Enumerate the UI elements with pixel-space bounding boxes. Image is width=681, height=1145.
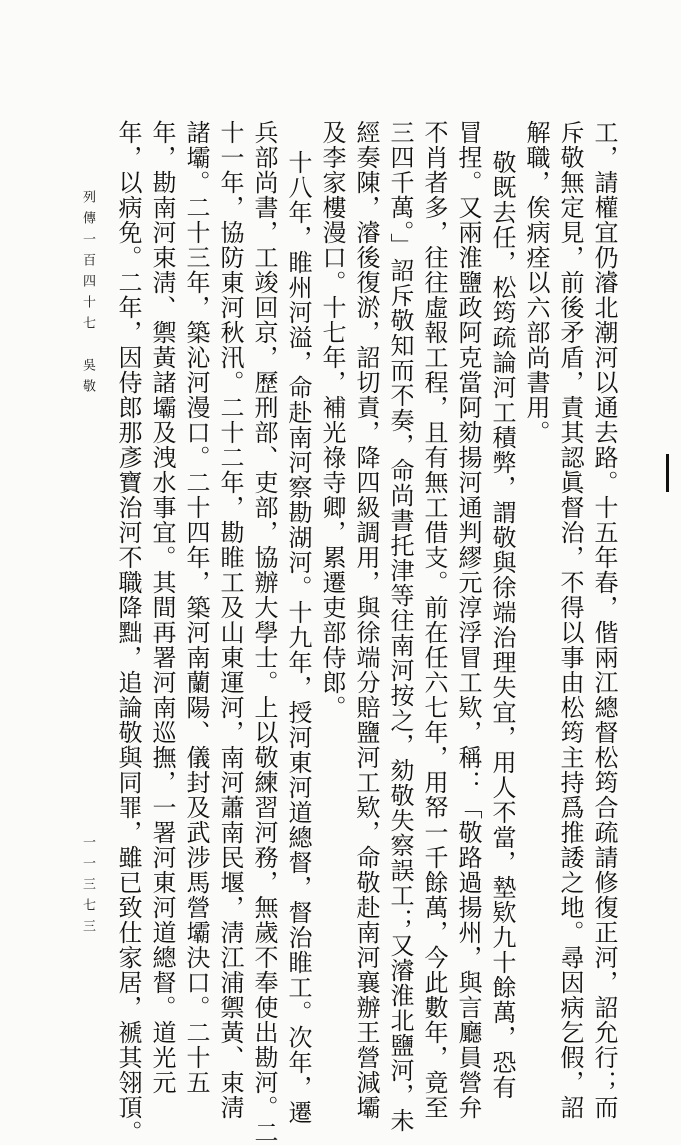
text-column: 及李家樓漫口。十七年，補光祿寺卿，累遷吏部侍郎。 (318, 120, 346, 720)
text-column: 諸壩。二十三年，築沁河漫口。二十四年，築河南蘭陽、儀封及武涉馬營壩決口。二十五 (182, 120, 210, 1095)
text-column: 三四千萬。」詔斥敬知而不奏，命尚書托津等往南河按之，劾敬失察誤工；又濬淮北鹽河，未 (386, 120, 414, 1133)
text-column: 經奏陳，濬後復淤，詔切責，降四級調用，與徐端分賠鹽河工欵，命敬赴南河襄辦王營減壩 (352, 120, 380, 1120)
text-column: 不肖者多，往往虛報工程，且有無工借支。前在任六七年，用帑一千餘萬，今此數年，竟至 (420, 120, 448, 1120)
text-column: 解職，俟病痊以六部尚書用。 (522, 120, 550, 445)
text-column: 冒捏。又兩淮鹽政阿克當阿劾揚河通判繆元淳浮冒工欵，稱：「敬路過揚州，與言廳員營弁 (454, 120, 482, 1120)
text-column: 十八年，睢州河溢，命赴南河察勘湖河。十九年，授河東河道總督，督治睢工。次年，遷 (284, 150, 312, 1125)
text-column: 斥敬無定見，前後矛盾，責其認眞督治，不得以事由松筠主持爲推諉之地。尋因病乞假，詔 (556, 120, 584, 1120)
text-column: 年，以病免。二年，因侍郎那彥寶治河不職降黜，追論敬與同罪，雖已致仕家居，褫其翎頂。 (114, 120, 142, 1145)
text-column: 敬既去任，松筠疏論河工積弊，謂敬與徐端治理失宜，用人不當，墊欵九十餘萬，恐有 (488, 150, 516, 1100)
text-column: 年，勘南河束淸、禦黃諸壩及洩水事宜。其間再署河南巡撫，一署河東河道總督。道光元 (148, 120, 176, 1095)
text-column: 十一年，協防東河秋汛。二十二年，勘睢工及山東運河，南河蕭南民堰，淸江浦禦黃、束淸 (216, 120, 244, 1120)
margin-mark (666, 454, 669, 492)
page-number: 一一三七三 (80, 835, 95, 940)
text-column: 兵部尚書，工竣回京，歷刑部、吏部，協辦大學士。上以敬練習河務，無歲不奉使出勘河。二 (250, 120, 278, 1145)
running-title: 列傳一百四十七 吳敬 (80, 190, 95, 400)
text-column: 工，請權宜仍濬北潮河以通去路。十五年春，偕兩江總督松筠合疏請修復正河，詔允行；而 (590, 120, 618, 1120)
